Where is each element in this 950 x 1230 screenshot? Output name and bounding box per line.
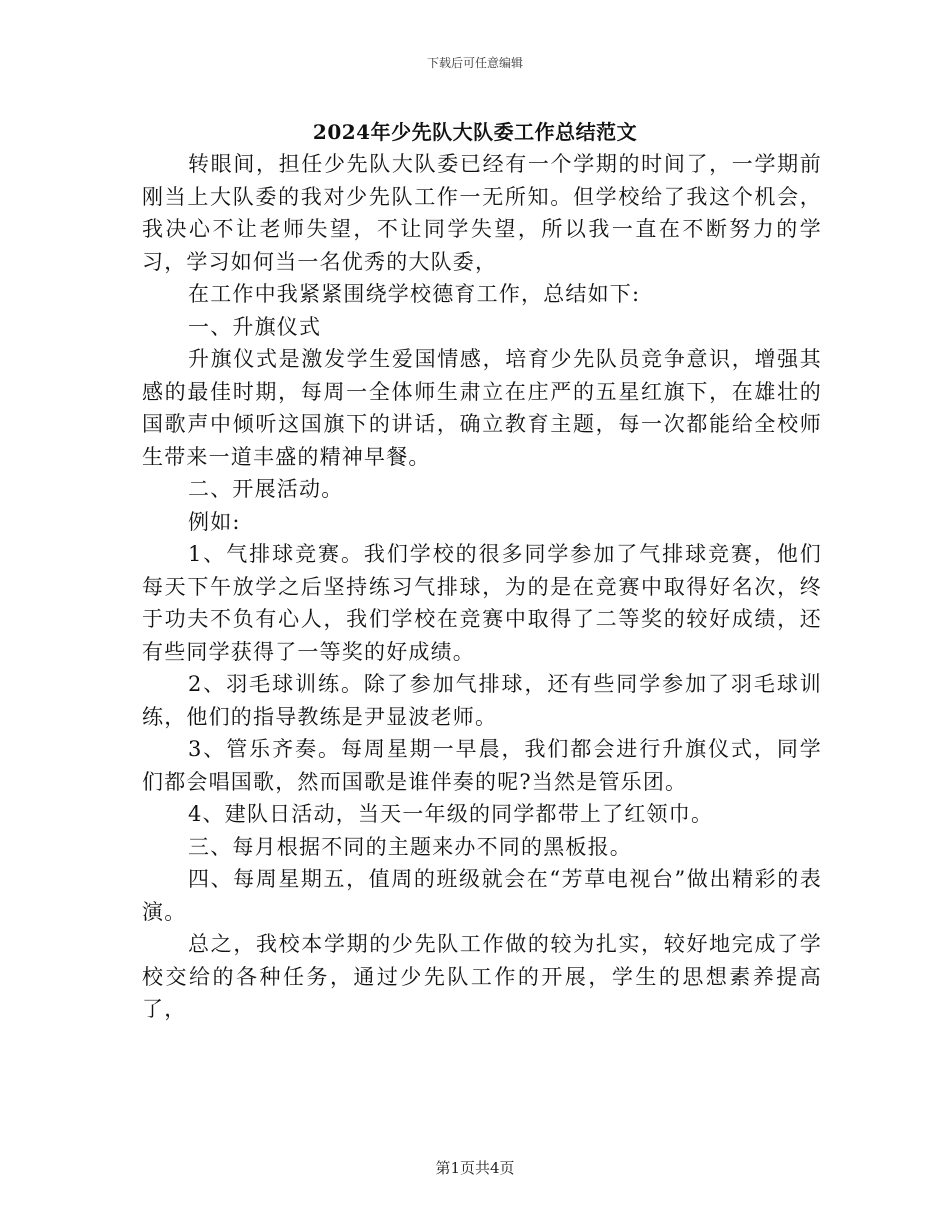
paragraph-conclusion: 总之，我校本学期的少先队工作做的较为扎实，较好地完成了学校交给的各种任务，通过少先队工作的开展，学生的思想素养提高了， <box>142 932 822 1021</box>
heading-activities: 二、开展活动。 <box>188 477 344 501</box>
paragraph-intro: 转眼间，担任少先队大队委已经有一个学期的时间了，一学期前刚当上大队委的我对少先队工作一无所知。但学校给了我这个机会，我决心不让老师失望，不让同学失望，所以我一直在不断努力的学习，学习如何当一名优秀的大队委， <box>142 152 822 274</box>
heading-friday-show: 四、每周星期五，值周的班级就会在“芳草电视台”做出精彩的表演。 <box>142 867 822 924</box>
paragraph-founding-day: 4、建队日活动，当天一年级的同学都带上了红领巾。 <box>188 802 714 826</box>
heading-blackboard: 三、每月根据不同的主题来办不同的黑板报。 <box>188 834 632 859</box>
paragraph-summary-lead: 在工作中我紧紧围绕学校德育工作，总结如下: <box>188 282 641 306</box>
paragraph-example-lead: 例如: <box>188 509 241 534</box>
paragraph-flag-ceremony: 升旗仪式是激发学生爱国情感，培育少先队员竞争意识，增强其感的最佳时期，每周一全体师生肃立在庄严的五星红旗下，在雄壮的国歌声中倾听这国旗下的讲话，确立教育主题，每一次都能给全校师生带来一道丰盛的精神早餐。 <box>142 347 822 469</box>
heading-flag-ceremony: 一、升旗仪式 <box>188 314 322 339</box>
paragraph-badminton: 2、羽毛球训练。除了参加气排球，还有些同学参加了羽毛球训练，他们的指导教练是尹显波老师。 <box>142 672 822 729</box>
paragraph-volleyball: 1、气排球竞赛。我们学校的很多同学参加了气排球竞赛，他们每天下午放学之后坚持练习气排球，为的是在竞赛中取得好名次，终于功夫不负有心人，我们学校在竞赛中取得了二等奖的较好成绩，还有些同学获得了一等奖的好成绩。 <box>142 542 822 664</box>
page-footer: 第1页共4页 <box>435 1159 515 1177</box>
paragraph-band: 3、管乐齐奏。每周星期一早晨，我们都会进行升旗仪式，同学们都会唱国歌，然而国歌是谁伴奏的呢?当然是管乐团。 <box>142 737 822 794</box>
header-note: 下载后可任意编辑 <box>426 56 523 70</box>
document-title: 2024年少先队大队委工作总结范文 <box>312 120 638 144</box>
document-body <box>142 148 822 1026</box>
